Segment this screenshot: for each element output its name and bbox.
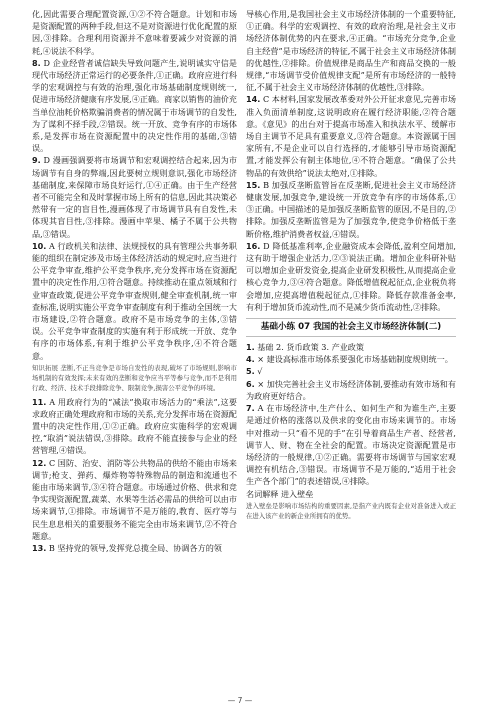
answer-item <box>246 93 456 178</box>
answer-text: × 加快完善社会主义市场经济体制,要推动有效市场和有为政府更好结合。 <box>246 378 456 401</box>
answer-text: C 国防、治安、消防等公共物品的供给不能由市场来调节;枪支、弹药、爆炸物等特殊物品的制造和流通也不能由市场来调节,③④符合题意。市场通过价格、供求和竞争实现资源配置,蔬菜、水果等生活必需品的供给可以由市场来调节,①排除。市场调节不是万能的,教育、医疗等与民生息息相关的重要服务不能完全由市场来调节,②不符合题意。 <box>32 457 237 541</box>
left-column <box>32 8 237 554</box>
answer-item <box>32 542 237 554</box>
answer-number: 13. <box>32 542 47 553</box>
answer-number: 6. <box>246 378 255 389</box>
answer-text: × 建设高标准市场体系要强化市场基础制度规则统一。 <box>257 354 453 365</box>
answer-number: 7. <box>246 403 255 414</box>
answer-number: 4. <box>246 354 255 365</box>
answer-text: B 坚持党的领导,发挥党总揽全局、协调各方的领 <box>48 542 222 553</box>
answer-item <box>32 154 237 239</box>
answer-text: 进入壁垒是影响市场结构的重要因素,是指产业内既有企业对准备进入或正在进入该产业的新企业所拥有的优势。 <box>246 501 456 520</box>
answer-item <box>246 402 456 487</box>
answer-item <box>246 341 456 353</box>
answer-item <box>246 240 456 313</box>
answer-text: D 降低基准利率,企业融资成本会降低,盈利空间增加,这有助于增强企业活力,②③说法正确。增加企业科研补贴可以增加企业研发资金,提高企业研发积极性,从而提高企业核心竞争力,③④符合题意。降低增值税起征点,企业税负将会增加,应提高增值税起征点,①排除。降低存款准备金率,有利于增加货币流动性,而不是减少货币流动性,②排除。 <box>246 240 456 312</box>
answer-text: 名词解释 进入壁垒 <box>246 488 314 499</box>
page-number: — 7 — <box>227 696 253 705</box>
note-paragraph <box>246 501 456 521</box>
answer-number: 1. <box>246 342 255 353</box>
answer-item <box>246 179 456 240</box>
answer-item <box>32 396 237 457</box>
answer-item <box>246 353 456 365</box>
note-paragraph <box>32 363 237 394</box>
answer-number: 8. <box>32 57 41 68</box>
answer-number: 14. <box>246 94 261 105</box>
answer-text: 知识拓展 垄断,不正当竞争是市场自发性的表现,破坏了市场规则,影响市场机制的有效发挥;未来有效的垄断和竞争应当平等参与竞争,而不是利用行政、经济、技术手段排除竞争、限制竞争,损害公平竞争的环境。 <box>32 363 237 393</box>
answer-item <box>32 57 237 155</box>
answer-text: D 漫画强调要将市场调节和宏观调控结合起来,因为市场调节有自身的弊端,因此要树立规则意识,强化市场经济基础制度,来保障市场良好运行,①④正确。由于生产经营者不可能完全和及时掌握市场上所有的信息,因此其决策必然带有一定的盲目性,漫画体现了市场调节具有自发性,未体现其盲目性,③排除。漫画中苹果、橘子不属于公共物品,③错误。 <box>32 155 237 239</box>
answer-item <box>246 365 456 377</box>
answer-number: 12. <box>32 457 47 468</box>
answer-text: D 企业经营者诚信缺失导致问题产生,说明诚实守信是现代市场经济正常运行的必要条件,①正确。政府应进行科学的宏观调控与有效的治理,强化市场基础制度规则统一,促进市场经济健康有序发展,④正确。商家以销售的油价充当单位油耗价格欺骗消费者的情况属于市场调节的自发性,为了谋利不择手段,②错误。统一开放、竞争有序的市场体系,是发挥市场在资源配置中的决定性作用的基础,③错误。 <box>32 57 237 154</box>
answer-number: 16. <box>246 240 261 251</box>
term-heading <box>246 488 456 500</box>
answer-text: 基础 2. 货币政策 3. 产业政策 <box>257 342 364 353</box>
answer-number: 11. <box>32 396 47 407</box>
answer-item <box>246 8 456 93</box>
answer-item <box>32 240 237 362</box>
answer-text: B 加强反垄断监管旨在反垄断,促进社会主义市场经济健康发展,加强竞争,建设统一开放竞争有序的市场体系,①③正确。中国描述的是加强反垄断监管的原因,不是目的,②排除。加强反垄断监管是为了加强竞争,使竞争价格低于垄断价格,维护消费者权益,④错误。 <box>246 179 456 239</box>
answer-item <box>246 378 456 402</box>
answer-text: A 在市场经济中,生产什么、如何生产和为谁生产,主要是通过价格的涨落以及供求的变化由市场来调节的。市场中对推动一只“看不见的手”在引导着商品生产者、经营者,调节人、财、物在全社会的配置。市场决定资源配置是市场经济的一般规律,①②正确。需要将市场调节与国家宏观调控有机结合,③错误。市场调节不是万能的,“适用于社会生产各个部门”的表述错误,④排除。 <box>246 403 456 487</box>
answer-text: C 本材料,国家发展改革委对外公开征求意见,完善市场准入负面清单制度,这说明政府在履行经济职能,②符合题意。《意见》的出台对于提高市场准入和执法水平、缓解市场自主调节不足具有重要意义,③符合题意。本资源属于国家所有,不是企业可以自行选择的,才能够引导市场资源配置,才能发挥公有制主体地位,④不符合题意。“确保了公共物品的有效供给”说法太绝对,①排除。 <box>246 94 456 178</box>
answer-number: 5. <box>246 366 255 377</box>
answer-text: 化,因此需要合理配置资源,①②不符合题意。计划和市场是资源配置的两种手段,但这不是对资源进行优化配置的原因,③排除。合理利用资源并不意味着要减少对资源的消耗,④说法不科学。 <box>32 9 237 56</box>
answer-item <box>32 457 237 542</box>
answer-item <box>32 8 237 57</box>
answer-text: A 行政机关和法律、法规授权的具有管理公共事务职能的组织在制定涉及市场主体经济活动的规定时,应当进行公平竞争审查,维护公平竞争秩序,充分发挥市场在资源配置中的决定性作用,①符合题意。持续推动在重点领域和行业审查政策,促进公平竞争审查规则,健全审查机制,统一审查标准,说明实施公平竞争审查制度有利于推动全国统一大市场建设,②符合题意。政府不是市场竞争的主体,③错误。公平竞争审查制度的实施有利于形成统一开放、竞争有序的市场体系,有利于维护公平竞争秩序,④不符合题意。 <box>32 240 237 361</box>
section-title: 基础小练 07 我国的社会主义市场经济体制(二) <box>246 318 456 337</box>
right-column <box>246 8 456 523</box>
answer-number: 9. <box>32 155 41 166</box>
answer-text: √ <box>257 366 263 377</box>
answer-number: 10. <box>32 240 47 251</box>
answer-number: 15. <box>246 179 261 190</box>
answer-text: 导核心作用,是我国社会主义市场经济体制的一个重要特征,①正确。科学的宏观调控、有效的政府治理,是社会主义市场经济体制优势的内在要求,④正确。“市场充分竞争,企业自主经营”是市场经济的特征,不属于社会主义市场经济体制的优越性,②排除。价值规律是商品生产和商品交换的一般规律,“市场调节受价值规律支配”是所有市场经济的一般特征,不属于社会主义市场经济体制的优越性,③排除。 <box>246 9 456 93</box>
answer-text: A 用政府行为的“减法”换取市场活力的“乘法”,这要求政府正确处理政府和市场的关系,充分发挥市场在资源配置中的决定性作用,①②正确。政府应实施科学的宏观调控,“取消”说法错误,③排除。政府不能直接参与企业的经营管理,④错误。 <box>32 396 237 456</box>
